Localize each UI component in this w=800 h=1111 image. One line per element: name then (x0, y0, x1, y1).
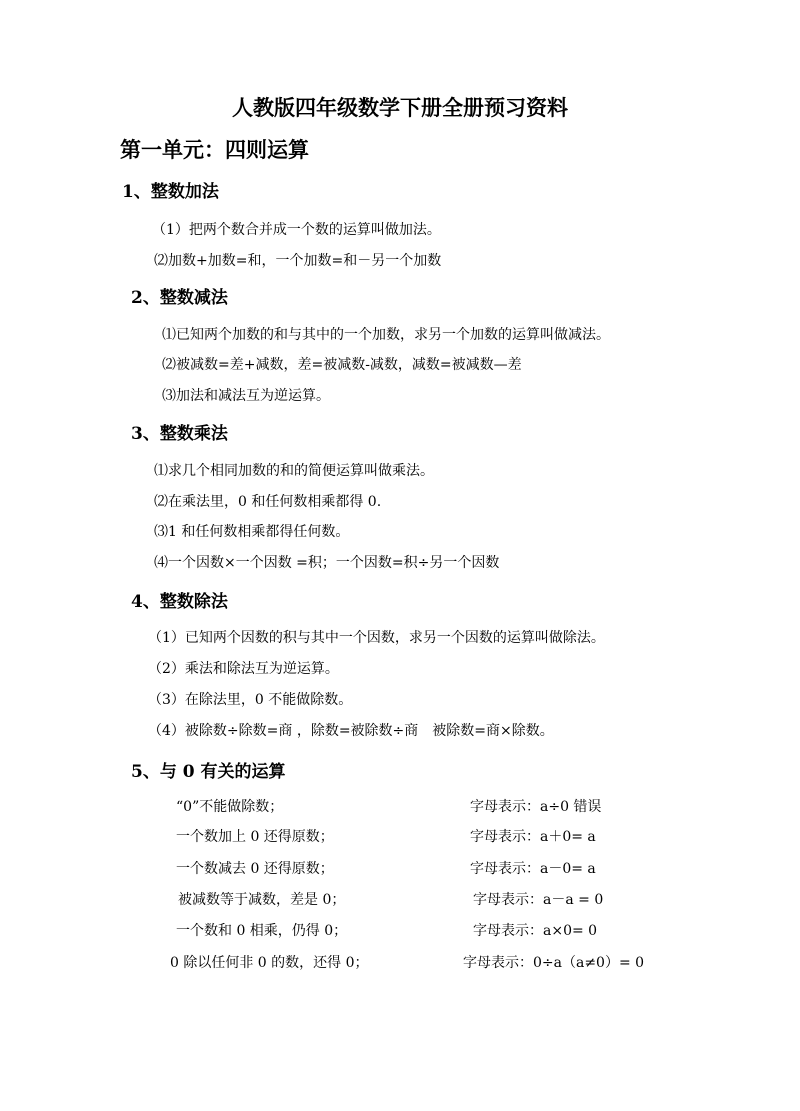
zero-rule-expr-5: 字母表示：a×0= 0 (473, 923, 598, 939)
unit-title: 第一单元：四则运算 (120, 137, 309, 162)
zero-rule-expr-2: 字母表示：a＋0= a (470, 829, 596, 845)
division-item-1: （1）已知两个因数的积与其中一个因数，求另一个因数的运算叫做除法。 (148, 630, 605, 646)
addition-item-1: （1）把两个数合并成一个数的运算叫做加法。 (152, 222, 441, 238)
multiplication-item-2: ⑵在乘法里，0 和任何数相乘都得 0. (154, 494, 382, 510)
page-title: 人教版四年级数学下册全册预习资料 (232, 95, 568, 120)
addition-item-2: ⑵加数+加数=和，一个加数=和－另一个加数 (154, 253, 442, 269)
division-item-4: （4）被除数÷除数=商 ，除数=被除数÷商 被除数=商×除数。 (148, 723, 554, 739)
zero-rule-text-5: 一个数和 0 相乘，仍得 0； (176, 923, 348, 939)
zero-rule-expr-6: 字母表示：0÷a（a≠0）= 0 (463, 955, 645, 971)
subtraction-item-3: ⑶加法和减法互为逆运算。 (162, 388, 330, 404)
division-item-3: （3）在除法里，0 不能做除数。 (148, 692, 353, 708)
zero-rule-text-6: 0 除以任何非 0 的数，还得 0； (170, 955, 369, 971)
subtraction-item-1: ⑴已知两个加数的和与其中的一个加数，求另一个加数的运算叫做减法。 (162, 327, 610, 343)
division-item-2: （2）乘法和除法互为逆运算。 (148, 661, 339, 677)
multiplication-item-4: ⑷一个因数×一个因数 =积；一个因数=积÷另一个因数 (154, 555, 500, 571)
zero-rule-text-4: 被减数等于减数，差是 0； (178, 892, 346, 908)
section-heading-addition: 1、整数加法 (122, 182, 219, 202)
zero-rule-expr-3: 字母表示：a－0= a (470, 861, 596, 877)
zero-rule-expr-4: 字母表示：a－a = 0 (473, 892, 604, 908)
section-heading-subtraction: 2、整数减法 (131, 288, 228, 308)
subtraction-item-2: ⑵被减数=差+减数，差=被减数-减数，减数=被减数—差 (162, 357, 522, 373)
section-heading-multiplication: 3、整数乘法 (131, 424, 228, 444)
zero-rule-text-3: 一个数减去 0 还得原数； (176, 861, 334, 877)
section-heading-division: 4、整数除法 (131, 592, 228, 612)
zero-rule-expr-1: 字母表示：a÷0 错误 (470, 799, 602, 815)
zero-rule-text-2: 一个数加上 0 还得原数； (176, 829, 334, 845)
multiplication-item-1: ⑴求几个相同加数的和的简便运算叫做乘法。 (154, 463, 434, 479)
section-heading-zero-operations: 5、与 0 有关的运算 (131, 762, 286, 782)
multiplication-item-3: ⑶1 和任何数相乘都得任何数。 (154, 524, 350, 540)
zero-rule-text-1: “0”不能做除数； (176, 799, 284, 815)
